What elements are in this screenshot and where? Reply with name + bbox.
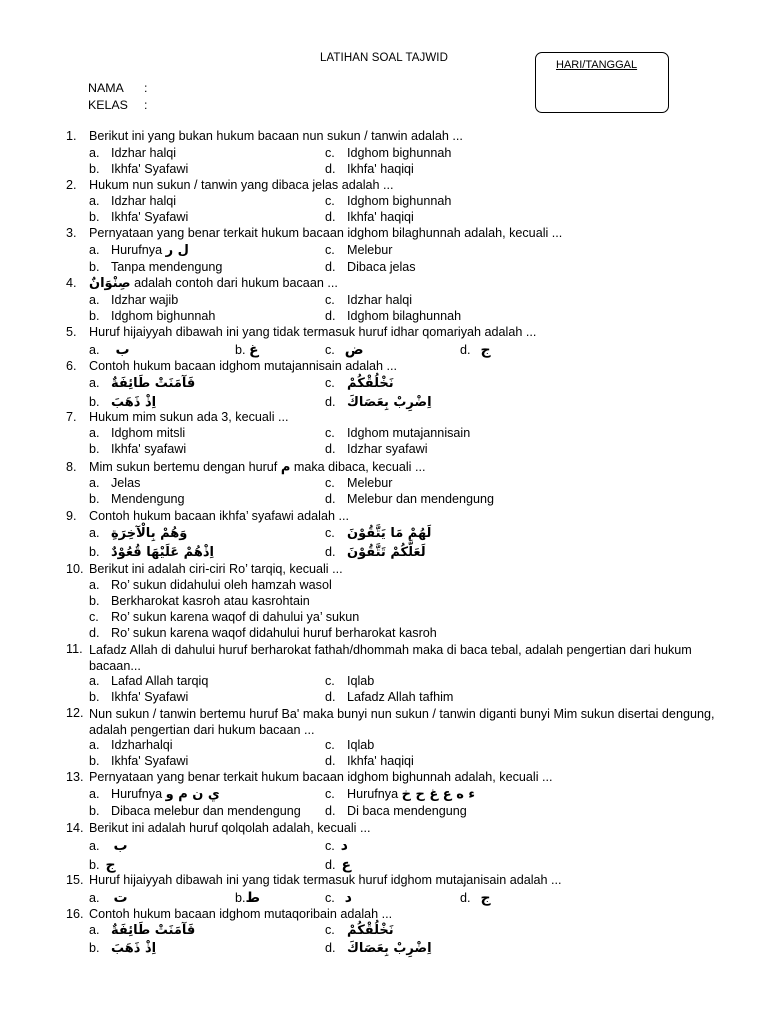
- option-d[interactable]: d. Idzhar syafawi: [325, 442, 428, 456]
- option-d[interactable]: d. اِضْرِبْ بِعَصَاكَ: [325, 395, 432, 410]
- option-b[interactable]: b. Mendengung: [89, 492, 185, 506]
- question-number: 1.: [66, 129, 77, 143]
- option-b[interactable]: b. Berkharokat kasroh atau kasrohtain: [89, 594, 310, 608]
- nama-field[interactable]: [88, 81, 147, 95]
- option-a[interactable]: a. Ro’ sukun didahului oleh hamzah wasol: [89, 578, 332, 592]
- option-a[interactable]: a. فَآمَنَتْ طَائِفَةٌ: [89, 376, 196, 391]
- question-text: adalah contoh dari hukum bacaan ...: [134, 276, 338, 290]
- option-d[interactable]: d. Lafadz Allah tafhim: [325, 690, 454, 704]
- question-text: Contoh hukum bacaan idghom mutaqoribain adalah ...: [89, 907, 393, 921]
- option-c[interactable]: c. د: [325, 890, 352, 906]
- option-d[interactable]: d. Ikhfa' haqiqi: [325, 754, 414, 768]
- question-text: Nun sukun / tanwin bertemu huruf Ba' maka bunyi nun sukun / tanwin diganti bunyi Mim sukun disertai dengung, adalah pengertian dari hukum bacaan ...: [89, 707, 715, 737]
- worksheet-title: LATIHAN SOAL TAJWID: [320, 52, 448, 64]
- question-number: 6.: [66, 359, 77, 373]
- option-b[interactable]: b. Dibaca melebur dan mendengung: [89, 804, 301, 818]
- option-d[interactable]: d. ج: [460, 342, 491, 358]
- question-number: 12.: [66, 706, 84, 720]
- kelas-label: KELAS: [88, 98, 128, 112]
- arabic-text: صِنْوَانٌ: [89, 276, 131, 291]
- question-number: 10.: [66, 562, 84, 576]
- question-text: Lafadz Allah di dahului huruf berharokat fathah/dhommah maka di baca tebal, adalah pengertian dari hukum bacaan...: [89, 643, 692, 673]
- option-a[interactable]: a. ت: [89, 890, 128, 906]
- option-c[interactable]: c. نَخْلُقْكُمْ: [325, 376, 394, 391]
- question-number: 11.: [66, 642, 83, 656]
- question-text: Mim sukun bertemu dengan huruf: [89, 460, 278, 474]
- option-a[interactable]: a. فَآمَنَتْ طَائِفَةٌ: [89, 923, 196, 938]
- option-b[interactable]: b. Ikhfa' Syafawi: [89, 754, 189, 768]
- hari-tanggal-box[interactable]: [535, 52, 669, 113]
- option-a[interactable]: a. Hurufnya ل ر: [89, 243, 189, 258]
- option-b[interactable]: b. اِذْ ذَهَبَ: [89, 941, 157, 956]
- option-c[interactable]: c. Hurufnya ء ه ع غ ح خ: [325, 787, 476, 802]
- option-c[interactable]: c. Idghom mutajannisain: [325, 426, 471, 440]
- option-d[interactable]: d. Di baca mendengung: [325, 804, 467, 818]
- option-b[interactable]: b. Ikhfa' Syafawi: [89, 162, 189, 176]
- question-text: Huruf hijaiyyah dibawah ini yang tidak termasuk huruf idhar qomariyah adalah ...: [89, 325, 537, 339]
- option-d[interactable]: d. Ro’ sukun karena waqof didahului huruf berharokat kasroh: [89, 626, 437, 640]
- option-d[interactable]: d. Melebur dan mendengung: [325, 492, 495, 506]
- question-number: 2.: [66, 178, 77, 192]
- question-text: Pernyataan yang benar terkait hukum bacaan idghom bilaghunnah adalah, kecuali ...: [89, 226, 563, 240]
- option-c[interactable]: c. Idzhar halqi: [325, 293, 413, 307]
- question-text: Berikut ini adalah huruf qolqolah adalah, kecuali ...: [89, 821, 371, 835]
- option-a[interactable]: a. Idzharhalqi: [89, 738, 173, 752]
- question-number: 15.: [66, 873, 84, 887]
- option-c[interactable]: c. Idghom bighunnah: [325, 146, 452, 160]
- option-c[interactable]: c. نَخْلُقْكُمْ: [325, 923, 394, 938]
- question-text: Pernyataan yang benar terkait hukum bacaan idghom bighunnah adalah, kecuali ...: [89, 770, 553, 784]
- question-text: Hukum mim sukun ada 3, kecuali ...: [89, 410, 289, 424]
- question-number: 14.: [66, 821, 84, 835]
- question-text: Contoh hukum bacaan ikhfa’ syafawi adalah ...: [89, 509, 349, 523]
- option-b[interactable]: b.ط: [235, 890, 261, 906]
- kelas-colon: :: [144, 98, 148, 112]
- arabic-text: ل ر: [165, 243, 189, 258]
- option-b[interactable]: b. Idghom bighunnah: [89, 309, 216, 323]
- option-d[interactable]: d. Ikhfa' haqiqi: [325, 210, 414, 224]
- option-b[interactable]: b. Tanpa mendengung: [89, 260, 223, 274]
- option-c[interactable]: c. Melebur: [325, 476, 393, 490]
- option-b[interactable]: b. غ: [235, 342, 259, 358]
- hari-tanggal-label: HARI/TANGGAL: [556, 59, 638, 71]
- option-d[interactable]: d. اِضْرِبْ بِعَصَاكَ: [325, 941, 432, 956]
- question-number: 8.: [66, 460, 77, 474]
- option-a[interactable]: a. وَهُمْ بِالْآخِرَةِ: [89, 526, 188, 541]
- option-a[interactable]: a. Jelas: [89, 476, 141, 490]
- option-d[interactable]: d. Dibaca jelas: [325, 260, 416, 274]
- question-text: Hukum nun sukun / tanwin yang dibaca jelas adalah ...: [89, 178, 394, 192]
- option-d[interactable]: d. لَعَلَّكُمْ تَتَّقُوْنَ: [325, 545, 426, 560]
- option-c[interactable]: c. Iqlab: [325, 738, 375, 752]
- question-number: 5.: [66, 325, 77, 339]
- option-a[interactable]: a. ب: [89, 838, 128, 854]
- question-number: 4.: [66, 276, 77, 290]
- option-d[interactable]: d. ع: [325, 857, 352, 873]
- kelas-field[interactable]: [88, 98, 147, 112]
- nama-label: NAMA: [88, 81, 124, 95]
- option-a[interactable]: a. Idzhar halqi: [89, 194, 177, 208]
- question-number: 9.: [66, 509, 77, 523]
- option-d[interactable]: d. ج: [460, 890, 491, 906]
- option-a[interactable]: a. Idghom mitsli: [89, 426, 186, 440]
- question-text: Huruf hijaiyyah dibawah ini yang tidak termasuk huruf idghom mutajanisain adalah ...: [89, 873, 562, 887]
- option-c[interactable]: c. ض: [325, 342, 364, 358]
- option-a[interactable]: a. ب: [89, 342, 130, 358]
- question-text: Berikut ini adalah ciri-ciri Ro’ tarqiq, kecuali ...: [89, 562, 343, 576]
- option-a[interactable]: a. Hurufnya ي ن م و: [89, 787, 220, 802]
- option-b[interactable]: b. Ikhfa' Syafawi: [89, 210, 189, 224]
- question-number: 7.: [66, 410, 77, 424]
- question-text: Berikut ini yang bukan hukum bacaan nun sukun / tanwin adalah ...: [89, 129, 463, 143]
- nama-colon: :: [144, 81, 148, 95]
- option-c[interactable]: c. د: [325, 838, 348, 854]
- option-b[interactable]: b. Ikhfa' Syafawi: [89, 690, 189, 704]
- question-number: 16.: [66, 907, 84, 921]
- option-b[interactable]: b. اِذْ ذَهَبَ: [89, 395, 157, 410]
- question-text: Contoh hukum bacaan idghom mutajannisain adalah ...: [89, 359, 398, 373]
- option-c[interactable]: c. لَهُمْ مَا يَتَّقُوْنَ: [325, 526, 432, 541]
- option-b[interactable]: b. Ikhfa' syafawi: [89, 442, 187, 456]
- question-number: 13.: [66, 770, 84, 784]
- option-b[interactable]: b. ج: [89, 857, 116, 873]
- question-number: 3.: [66, 226, 77, 240]
- option-c[interactable]: c. Iqlab: [325, 674, 375, 688]
- option-a[interactable]: a. Idzhar halqi: [89, 146, 177, 160]
- option-d[interactable]: d. Ikhfa' haqiqi: [325, 162, 414, 176]
- option-d[interactable]: d. Idghom bilaghunnah: [325, 309, 462, 323]
- option-a[interactable]: a. Idzhar wajib: [89, 293, 179, 307]
- option-c[interactable]: c. Ro’ sukun karena waqof di dahului ya’ sukun: [89, 610, 360, 624]
- option-c[interactable]: c. Idghom bighunnah: [325, 194, 452, 208]
- arabic-text: م: [280, 460, 291, 475]
- option-c[interactable]: c. Melebur: [325, 243, 393, 257]
- option-b[interactable]: b. اِذْهُمْ عَلَيْهَا قُعُوْدٌ: [89, 545, 215, 560]
- option-a[interactable]: a. Lafad Allah tarqiq: [89, 674, 209, 688]
